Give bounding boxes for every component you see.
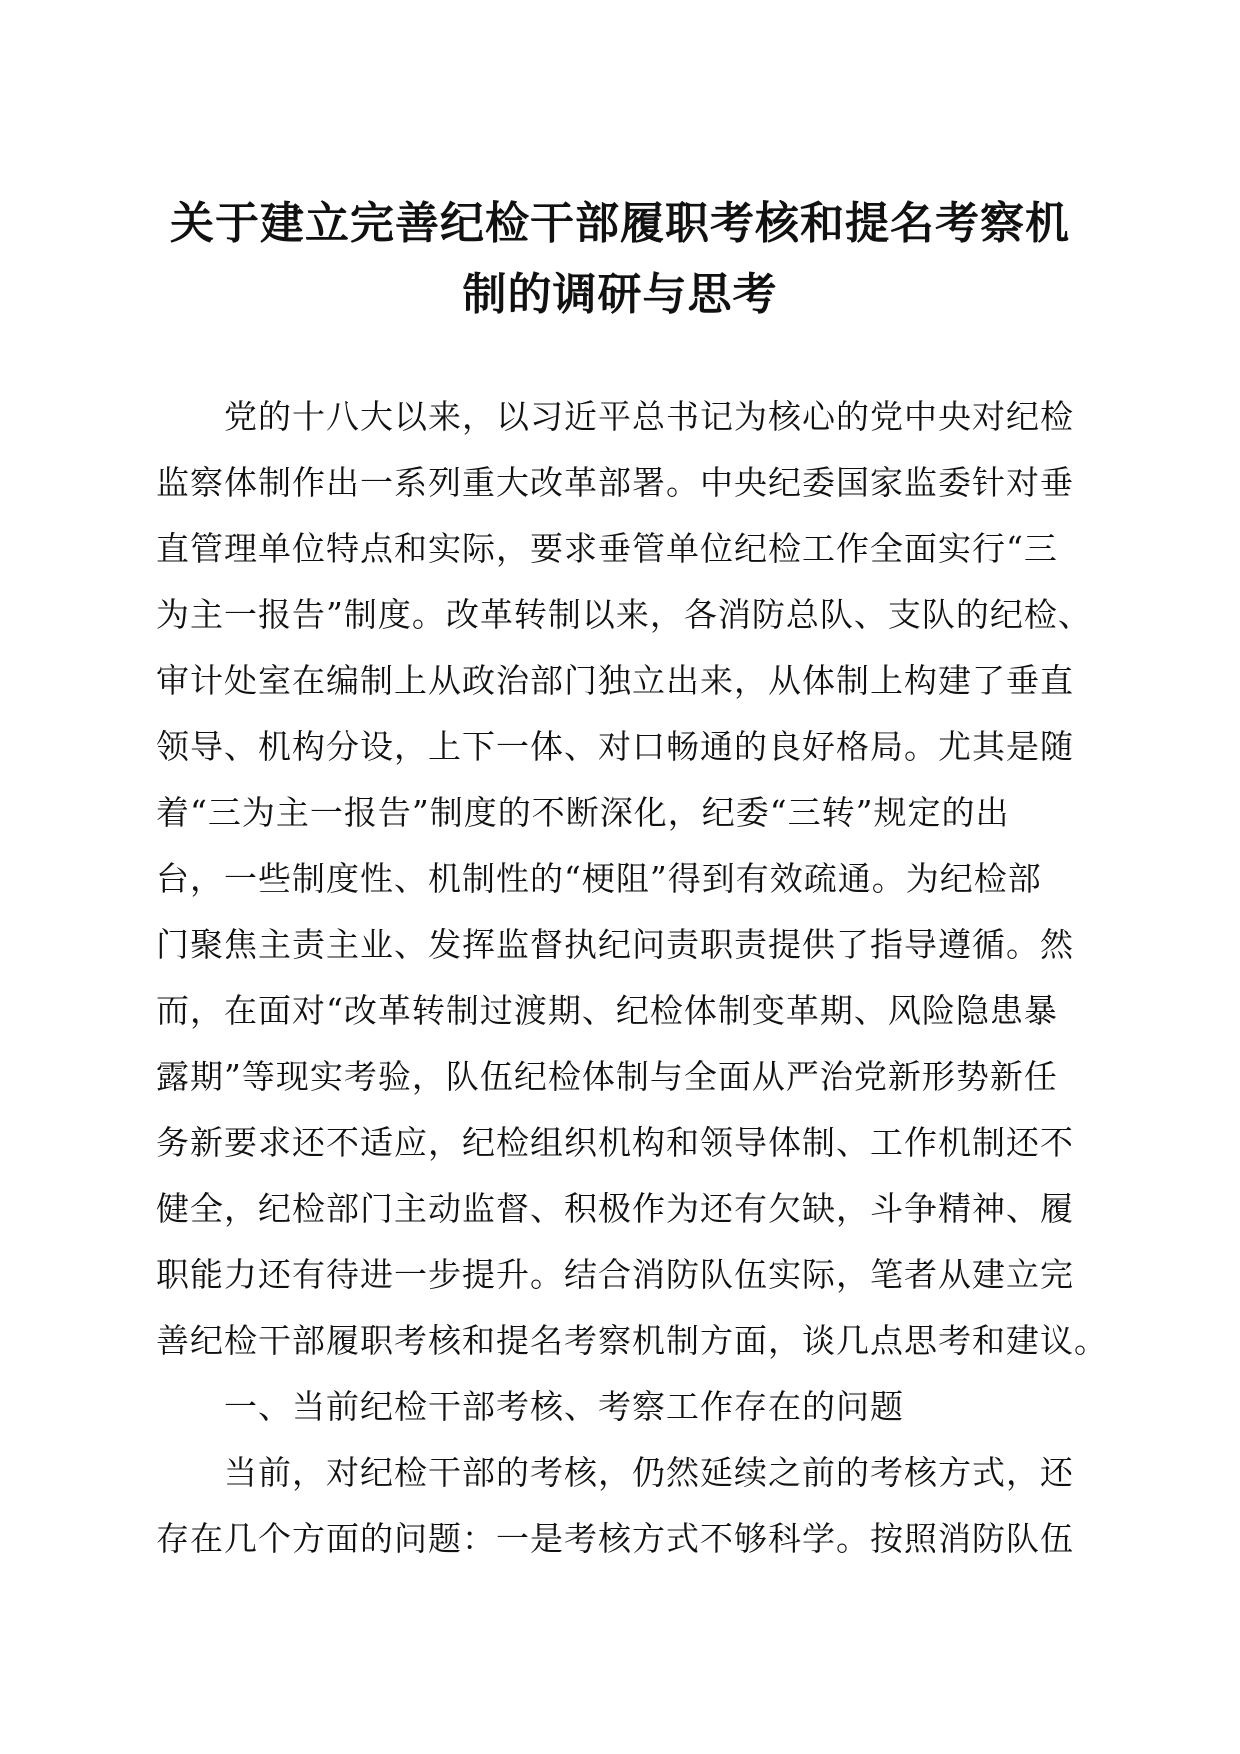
document-title bbox=[150, 188, 1090, 330]
body-line: 当前，对纪检干部的考核，仍然延续之前的考核方式，还 bbox=[224, 1453, 1074, 1492]
title-line-2: 制的调研与思考 bbox=[462, 269, 778, 320]
body-line: 领导、机构分设，上下一体、对口畅通的良好格局。尤其是随 bbox=[156, 727, 1074, 766]
body-line: 监察体制作出一系列重大改革部署。中央纪委国家监委针对垂 bbox=[156, 463, 1074, 502]
body-line: 门聚焦主责主业、发挥监督执纪问责职责提供了指导遵循。然 bbox=[156, 925, 1074, 964]
body-line: 职能力还有待进一步提升。结合消防队伍实际，笔者从建立完 bbox=[156, 1255, 1074, 1294]
body-line: 直管理单位特点和实际，要求垂管单位纪检工作全面实行“三 bbox=[156, 529, 1058, 568]
body-line: 党的十八大以来，以习近平总书记为核心的党中央对纪检 bbox=[224, 397, 1074, 436]
document-body bbox=[156, 384, 1108, 1572]
body-line: 务新要求还不适应，纪检组织机构和领导体制、工作机制还不 bbox=[156, 1123, 1074, 1162]
body-line: 健全，纪检部门主动监督、积极作为还有欠缺，斗争精神、履 bbox=[156, 1189, 1074, 1228]
body-line: 为主一报告”制度。改革转制以来，各消防总队、支队的纪检、 bbox=[156, 595, 1092, 634]
body-line: 一、当前纪检干部考核、考察工作存在的问题 bbox=[224, 1387, 904, 1426]
body-line: 台，一些制度性、机制性的“梗阻”得到有效疏通。为纪检部 bbox=[156, 859, 1042, 898]
title-line-1: 关于建立完善纪检干部履职考核和提名考察机 bbox=[170, 198, 1070, 249]
body-line: 审计处室在编制上从政治部门独立出来，从体制上构建了垂直 bbox=[156, 661, 1074, 700]
body-line: 存在几个方面的问题：一是考核方式不够科学。按照消防队伍 bbox=[156, 1519, 1074, 1558]
body-line: 露期”等现实考验，队伍纪检体制与全面从严治党新形势新任 bbox=[156, 1057, 1058, 1096]
body-line: 着“三为主一报告”制度的不断深化，纪委“三转”规定的出 bbox=[156, 793, 1010, 832]
body-line: 善纪检干部履职考核和提名考察机制方面，谈几点思考和建议。 bbox=[156, 1321, 1108, 1360]
body-line: 而，在面对“改革转制过渡期、纪检体制变革期、风险隐患暴 bbox=[156, 991, 1058, 1030]
